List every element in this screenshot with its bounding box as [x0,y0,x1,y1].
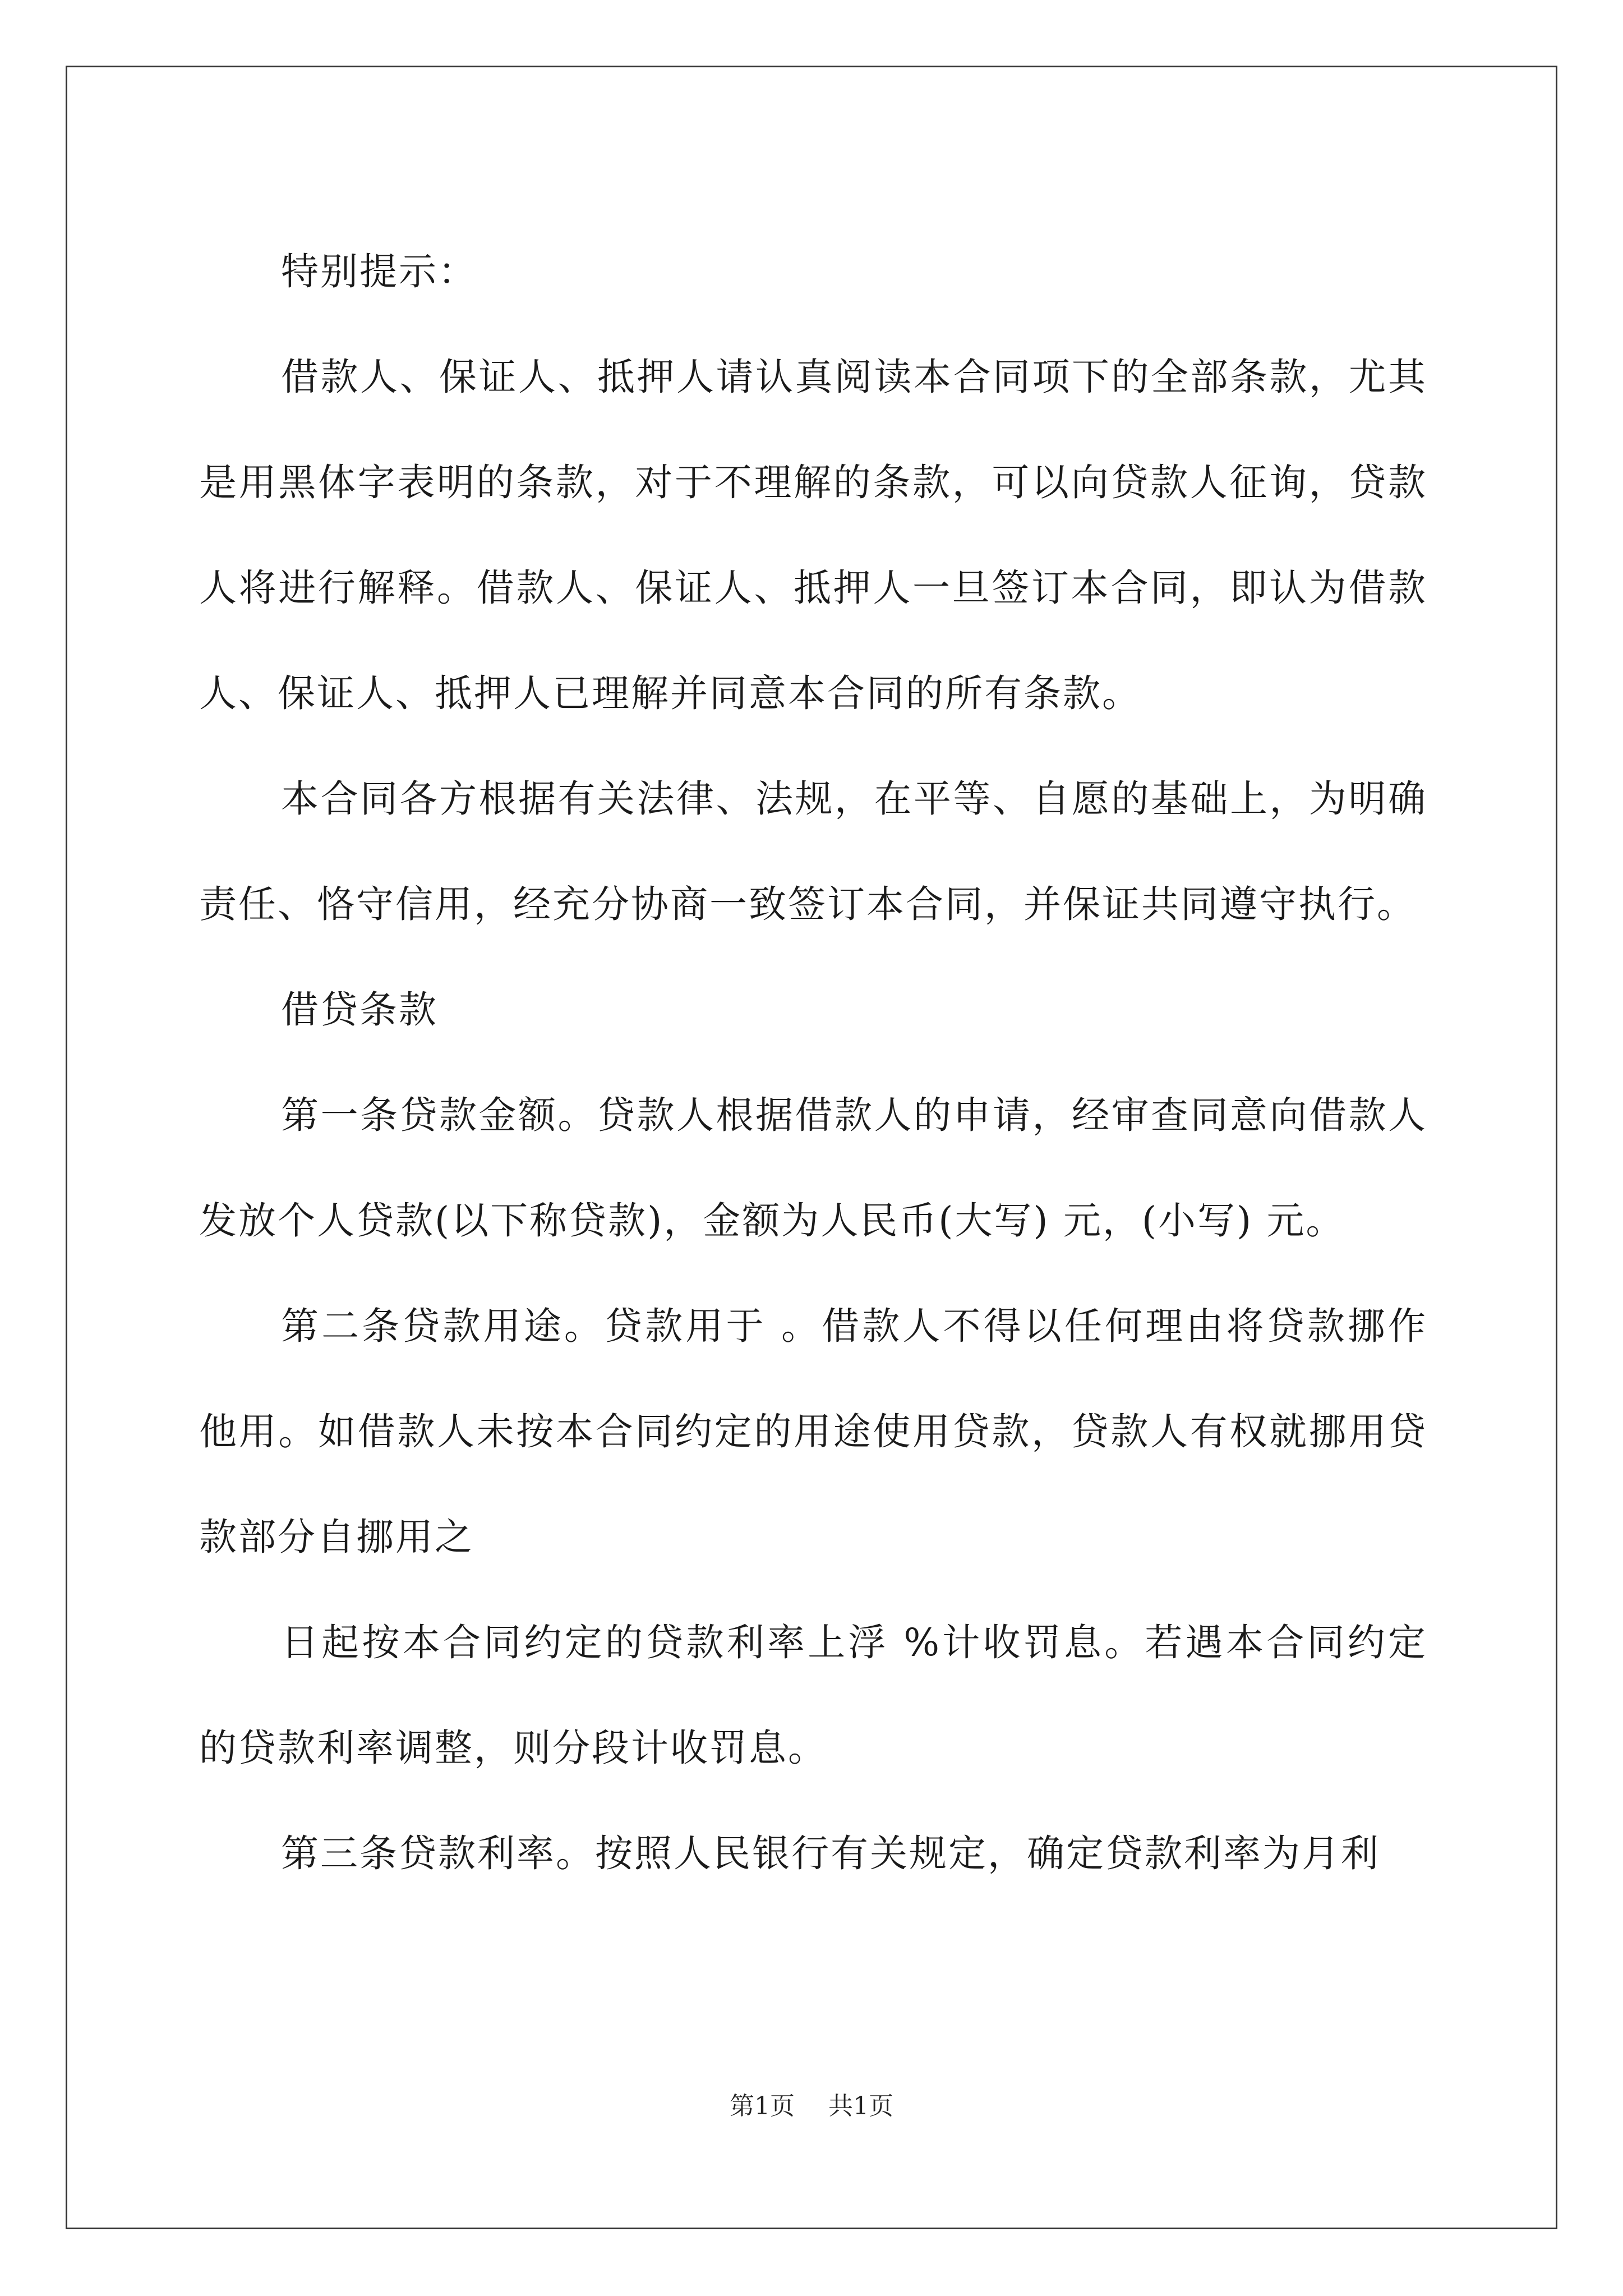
paragraph-article-3: 第三条贷款利率。按照人民银行有关规定，确定贷款利率为月利 [281,1832,1380,1875]
paragraph-article-1: 第一条贷款金额。贷款人根据借款人的申请，经审查同意向借款人发放个人贷款(以下称贷款)，金额为人民币(大写) 元，(小写) 元。 [199,1093,1427,1243]
paragraph-article-2-continued: 日起按本合同约定的贷款利率上浮 %计收罚息。若遇本合同约定的贷款利率调整，则分段计收罚息。 [199,1621,1427,1770]
document-body [199,219,1427,1906]
page-total: 共1页 [828,2092,893,2120]
section-title-loan-terms: 借贷条款 [281,988,438,1032]
paragraph-preamble: 本合同各方根据有关法律、法规，在平等、自愿的基础上，为明确责任、恪守信用，经充分协商一致签订本合同，并保证共同遵守执行。 [199,777,1427,926]
section-heading: 特别提示： [281,250,477,293]
page-footer [0,2090,1623,2123]
paragraph-article-2: 第二条贷款用途。贷款用于 。借款人不得以任何理由将贷款挪作他用。如借款人未按本合同约定的用途使用贷款，贷款人有权就挪用贷款部分自挪用之 [199,1304,1427,1559]
page-number: 第1页 [730,2092,795,2120]
paragraph-notice: 借款人、保证人、抵押人请认真阅读本合同项下的全部条款，尤其是用黑体字表明的条款，对于不理解的条款，可以向贷款人征询，贷款人将进行解释。借款人、保证人、抵押人一旦签订本合同，即认为借款人、保证人、抵押人已理解并同意本合同的所有条款。 [199,355,1427,715]
